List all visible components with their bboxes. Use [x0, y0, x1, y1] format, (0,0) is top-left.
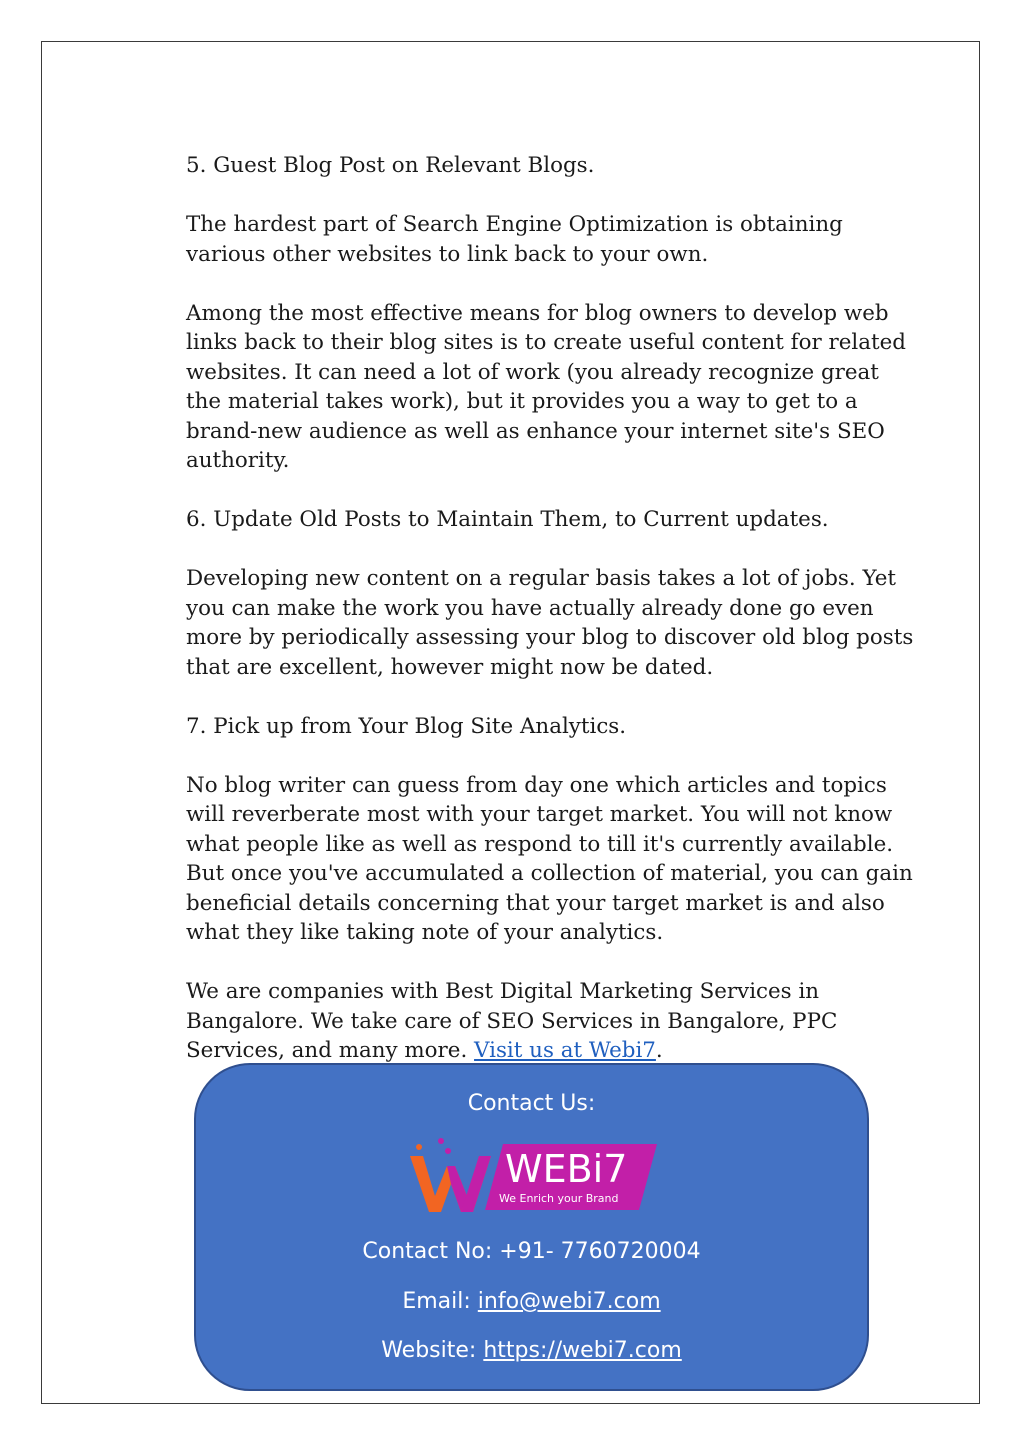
- paragraph-7: No blog writer can guess from day one which articles and topics will reverberate most with your target market. You will not know what people like as well as respond to till it's currently available. But once you've accumulated a collection of material, you can gain beneficial details concerning that your target market is and also what they like taking note of your analytics.: [186, 772, 913, 945]
- contact-email-line: [196, 1289, 867, 1314]
- contact-title: Contact Us:: [467, 1091, 596, 1116]
- visit-webi7-link[interactable]: Visit us at Webi7: [474, 1038, 656, 1063]
- website-label: Website:: [381, 1338, 484, 1363]
- contact-phone: Contact No: +91- 7760720004: [362, 1239, 701, 1264]
- section-heading-7: 7. Pick up from Your Blog Site Analytics.: [186, 713, 627, 739]
- email-label: Email:: [402, 1289, 478, 1314]
- paragraph-5b: Among the most effective means for blog owners to develop web links back to their blog sites is to create useful content for related websites. It can need a lot of work (you already recognize great the material takes work), but it provides you a way to get to a brand-new audience as well as enhance your internet site's SEO authority.: [186, 300, 906, 473]
- paragraph-6: Developing new content on a regular basis takes a lot of jobs. Yet you can make the work you have actually already done go even more by periodically assessing your blog to discover old blog posts that are excellent, however might now be dated.: [186, 566, 914, 680]
- logo-tagline: We Enrich your Brand: [499, 1192, 619, 1205]
- closing-text: We are companies with Best Digital Marketing Services in Bangalore. We take care of SEO Services in Bangalore, PPC Services, and many more.: [186, 979, 838, 1063]
- contact-box: [194, 1063, 869, 1391]
- website-link[interactable]: https://webi7.com: [483, 1338, 682, 1363]
- closing-period: .: [655, 1038, 663, 1063]
- paragraph-5a: The hardest part of Search Engine Optimization is obtaining various other websites to link back to your own.: [186, 212, 843, 267]
- contact-website-line: [196, 1338, 867, 1363]
- closing-paragraph: [186, 977, 916, 1066]
- webi7-logo: [407, 1138, 659, 1216]
- article-body: [186, 151, 916, 1095]
- section-heading-5: 5. Guest Blog Post on Relevant Blogs.: [186, 153, 595, 178]
- logo-wordmark: WEBi7: [505, 1147, 628, 1191]
- section-heading-6: 6. Update Old Posts to Maintain Them, to Current updates.: [186, 507, 829, 532]
- email-link[interactable]: info@webi7.com: [477, 1289, 661, 1314]
